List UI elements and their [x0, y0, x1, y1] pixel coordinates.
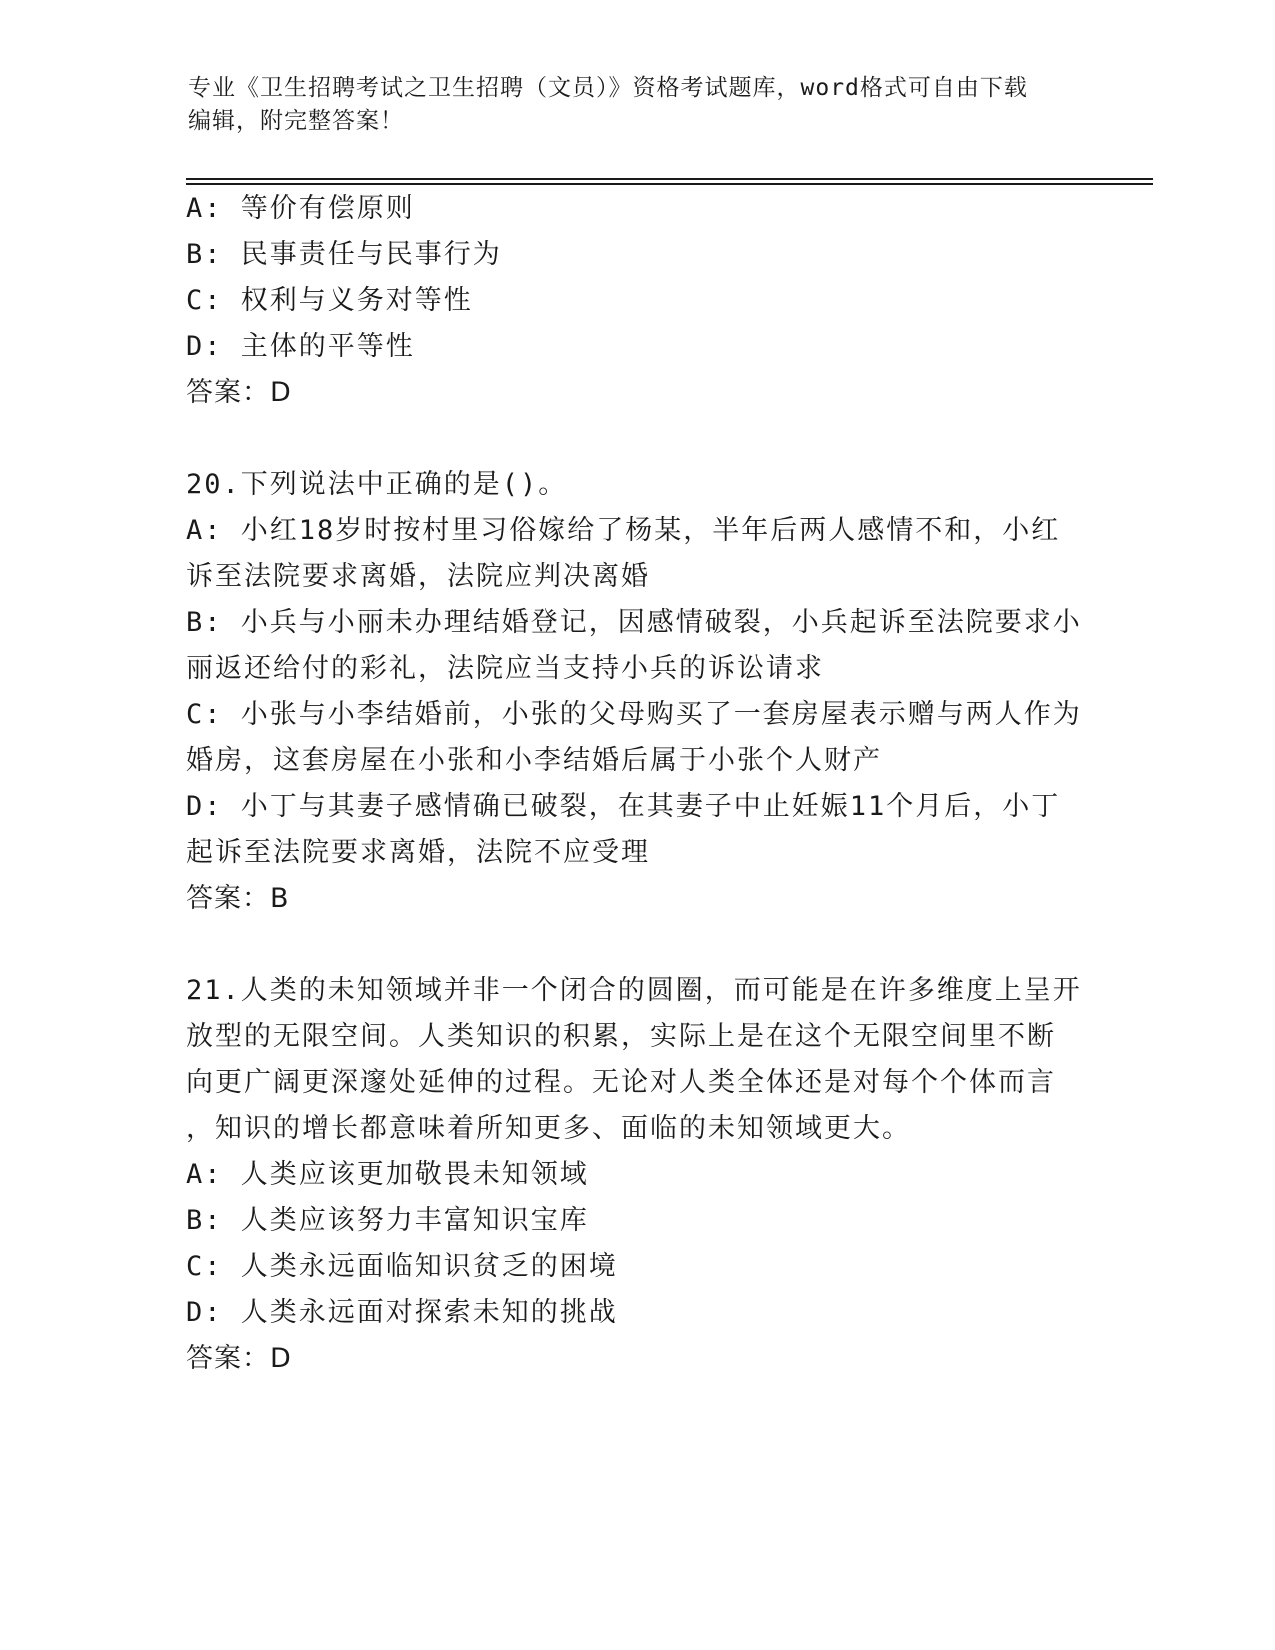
- question-content: [186, 186, 1086, 1382]
- question-text: 20.下列说法中正确的是()。: [186, 469, 568, 500]
- option-b: B: 小兵与小丽未办理结婚登记，因感情破裂，小兵起诉至法院要求小: [186, 607, 1082, 638]
- option-d-continued: 起诉至法院要求离婚，法院不应受理: [186, 837, 650, 868]
- spacer: [186, 416, 1086, 462]
- question-text-continued: 放型的无限空间。人类知识的积累，实际上是在这个无限空间里不断: [186, 1021, 1056, 1052]
- spacer: [186, 922, 1086, 968]
- option-a: A: 人类应该更加敬畏未知领域: [186, 1159, 589, 1190]
- option-a: A: 小红18岁时按村里习俗嫁给了杨某，半年后两人感情不和，小红: [186, 515, 1061, 546]
- question-text-continued: 向更广阔更深邃处延伸的过程。无论对人类全体还是对每个个体而言: [186, 1067, 1056, 1098]
- option-d: D: 人类永远面对探索未知的挑战: [186, 1297, 618, 1328]
- option-c: C: 权利与义务对等性: [186, 285, 473, 316]
- question-19-block: [186, 186, 1086, 416]
- header-divider-thin: [186, 183, 1153, 185]
- answer-label: 答案：B: [186, 883, 290, 914]
- header-divider: [186, 178, 1153, 180]
- answer-label: 答案：D: [186, 377, 292, 408]
- question-21-block: [186, 968, 1086, 1382]
- question-20-block: [186, 462, 1086, 922]
- option-b-continued: 丽返还给付的彩礼，法院应当支持小兵的诉讼请求: [186, 653, 824, 684]
- option-c: C: 小张与小李结婚前，小张的父母购买了一套房屋表示赠与两人作为: [186, 699, 1082, 730]
- option-c-continued: 婚房，这套房屋在小张和小李结婚后属于小张个人财产: [186, 745, 882, 776]
- option-d: D: 小丁与其妻子感情确已破裂，在其妻子中止妊娠11个月后，小丁: [186, 791, 1061, 822]
- document-header: 专业《卫生招聘考试之卫生招聘（文员）》资格考试题库，word格式可自由下载 编辑，附完整答案！: [188, 75, 1028, 134]
- question-text-continued: ，知识的增长都意味着所知更多、面临的未知领域更大。: [186, 1113, 911, 1144]
- option-c: C: 人类永远面临知识贫乏的困境: [186, 1251, 618, 1282]
- option-d: D: 主体的平等性: [186, 331, 415, 362]
- answer-label: 答案：D: [186, 1343, 292, 1374]
- question-text: 21.人类的未知领域并非一个闭合的圆圈，而可能是在许多维度上呈开: [186, 975, 1082, 1006]
- option-a: A: 等价有偿原则: [186, 193, 415, 224]
- option-b: B: 民事责任与民事行为: [186, 239, 502, 270]
- option-a-continued: 诉至法院要求离婚，法院应判决离婚: [186, 561, 650, 592]
- option-b: B: 人类应该努力丰富知识宝库: [186, 1205, 589, 1236]
